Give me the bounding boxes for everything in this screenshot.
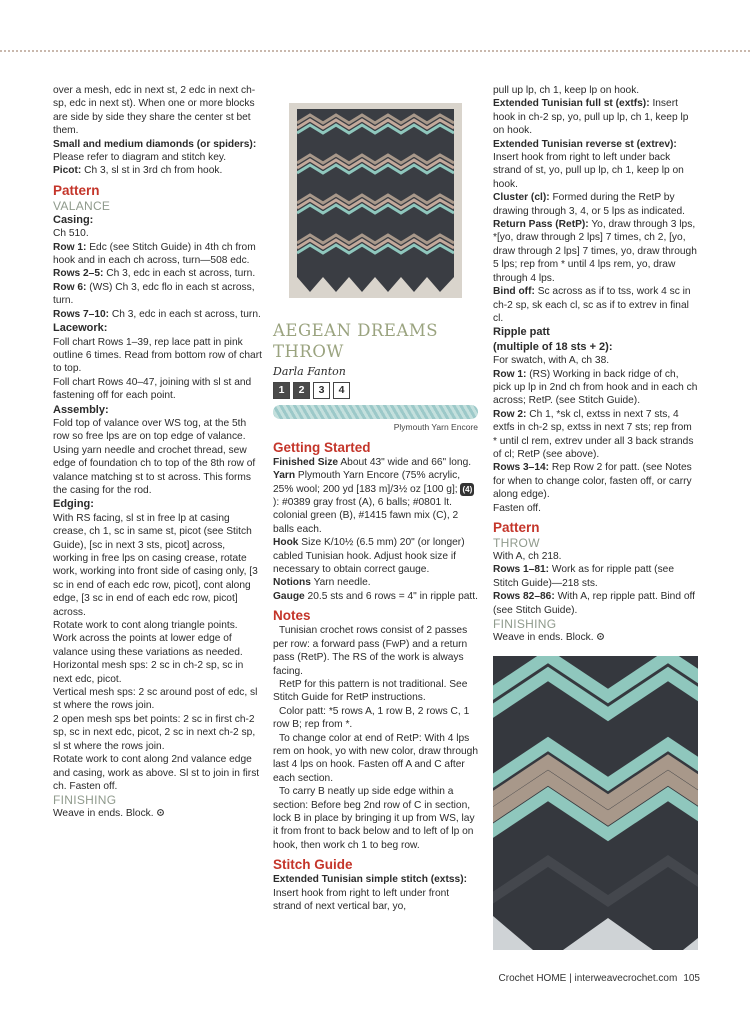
- edging-text-6: Rotate work to cont along 2nd valance edge and casing, work as above. Sl st to join in first ch. Fasten off.: [53, 754, 260, 792]
- continued-paragraph: over a mesh, edc in next st, 2 edc in next ch-sp, edc in next st). When one or more blocks are side by side they share the center st bet them.: [53, 85, 256, 137]
- row-1: Row 1: Edc (see Stitch Guide) in 4th ch from hook and in each ch across, turn—508 edc.: [53, 241, 256, 267]
- middle-column: [273, 320, 478, 913]
- notes-text-4: To change color at end of RetP: With 4 lps rem on hook, yo with new color, draw through last 4 lps on hook. Fasten off A and C after each section.: [273, 732, 478, 784]
- throw-pattern-heading: Pattern: [493, 520, 540, 535]
- yarn-swatch-image: [273, 405, 478, 419]
- footer-text: Crochet HOME | interweavecrochet.com: [498, 973, 678, 984]
- ripple-rows-3-14: Rows 3–14: Rep Row 2 for patt. (see Notes for when to change color, fasten off, or carry along edge).: [493, 462, 692, 501]
- left-column: [53, 84, 263, 821]
- assembly-text: Fold top of valance over WS tog, at the 5th row so free lps are on top edge of valance. Using yarn needle and crochet thread, sew edge of foundation ch to top of the 8th row of valance matching st to st across. This forms the casing for the rod.: [53, 417, 256, 496]
- page-number: 105: [683, 973, 700, 984]
- pattern-heading: Pattern: [53, 182, 100, 198]
- extss-continued: pull up lp, ch 1, keep lp on hook.: [493, 85, 640, 96]
- throw-rows-1-81: Rows 1–81: Work as for ripple patt (see Stitch Guide)—218 sts.: [493, 564, 675, 589]
- assembly-heading: Assembly:: [53, 403, 109, 416]
- stitch-guide-heading: Stitch Guide: [273, 857, 353, 873]
- end-mark-icon: [156, 808, 165, 817]
- right-column: [493, 84, 698, 644]
- project-title-line-2: THROW: [273, 342, 344, 361]
- finishing-heading: FINISHING: [53, 793, 117, 808]
- throw-photo: [289, 103, 462, 298]
- throw-heading: THROW: [493, 536, 540, 550]
- edging-text-3: Horizontal mesh sps: 2 sc in ch-2 sp, sc in next edc, picot.: [53, 660, 244, 685]
- throw-chain: With A, ch 218.: [493, 551, 562, 562]
- lacework-heading: Lacework:: [53, 322, 108, 335]
- edging-text-4: Vertical mesh sps: 2 sc around post of edc, sl st where the rows join.: [53, 687, 258, 712]
- edging-text-5: 2 open mesh sps bet points: 2 sc in first ch-2 sp, sc in next edc, picot, 2 sc in next ch-2 sp, sl st where the rows join.: [53, 713, 256, 752]
- throw-rows-82-86: Rows 82–86: With A, rep ripple patt. Bind off (see Stitch Guide).: [493, 591, 695, 616]
- notes-heading: Notes: [273, 608, 311, 624]
- hook-spec: Hook Size K/10½ (6.5 mm) 20" (or longer) cabled Tunisian hook. Adjust hook size if necessary to obtain correct gauge.: [273, 537, 465, 576]
- lacework-text-1: Foll chart Rows 1–39, rep lace patt in pink outline 6 times. Read from bottom row of chart to top.: [53, 336, 262, 375]
- throw-finishing-text: Weave in ends. Block.: [493, 631, 698, 644]
- bindoff-definition: Bind off: Sc across as if to tss, work 4 sc in ch-2 sp, sk each cl, sc as if to extrev in final cl.: [493, 286, 691, 324]
- closeup-photo: [493, 656, 698, 950]
- designer-name: Darla Fanton: [273, 365, 346, 378]
- ripple-multiple: (multiple of 18 sts + 2):: [493, 340, 613, 353]
- top-dotted-rule: [0, 50, 750, 52]
- skill-levels: [273, 382, 478, 399]
- yarn-spec: Yarn Plymouth Yarn Encore (75% acrylic, 25% wool; 200 yd [183 m]/3½ oz [100 g]; (4)): #0389 gray frost (A), 6 balls; #0801 lt. colonial green (B), #1415 fawn mix (C), 2 balls each.: [273, 470, 473, 535]
- skill-level-4: 4: [333, 382, 350, 399]
- rows-7-10: Rows 7–10: Ch 3, edc in each st across, turn.: [53, 308, 261, 320]
- notes-text-1: Tunisian crochet rows consist of 2 passes per row: a forward pass (FwP) and a return pass (RetP). The RS of the work is always facing.: [273, 625, 468, 677]
- throw-image: [297, 109, 454, 292]
- diamonds-entry: Small and medium diamonds (or spiders): Please refer to diagram and stitch key.: [53, 138, 257, 164]
- edging-text-2: Rotate work to cont along triangle points. Work across the points at lower edge of valance using these variations as needed.: [53, 620, 243, 658]
- getting-started-heading: Getting Started: [273, 439, 371, 455]
- row-6: Row 6: (WS) Ch 3, edc flo in each st across, turn.: [53, 281, 255, 307]
- ripple-row-1: Row 1: (RS) Working in back ridge of ch, pick up lp in 2nd ch from hook and in each ch across; RetP. (see Stitch Guide).: [493, 368, 698, 407]
- extrev-definition: Extended Tunisian reverse st (extrev): Insert hook from right to left under back strand of st, yo, pull up lp, ch 1, keep lp on hook.: [493, 138, 684, 190]
- ripple-fasten-off: Fasten off.: [493, 502, 541, 514]
- edging-text-1: With RS facing, sl st in free lp at casing crease, ch 1, sc in same st, picot (see Stitch Guide), [sc in next 3 sts, picot] across, working in free lps on casing crease, rotate work, working into front side of casing only, [3 sc in end of each edc row, picot], cont along edge, [3 sc in end of each edc row, picot] across.: [53, 512, 258, 618]
- yarn-weight-badge-icon: (4): [460, 483, 474, 496]
- finishing-text: Weave in ends. Block.: [53, 807, 263, 820]
- closeup-image: [493, 656, 698, 950]
- casing-chain: Ch 510.: [53, 228, 89, 240]
- notes-text-2: RetP for this pattern is not traditional. See Stitch Guide for RetP instructions.: [273, 678, 468, 704]
- rows-2-5: Rows 2–5: Ch 3, edc in each st across, turn.: [53, 268, 256, 280]
- ripple-row-2: Row 2: Ch 1, *sk cl, extss in next 7 sts, 4 extfs in ch-2 sp, extss in next 7 sts; rep from * until cl rem, extrev under all 3 back strands of cl; RetP (see above).: [493, 408, 694, 460]
- retp-definition: Return Pass (RetP): Yo, draw through 3 lps, *[yo, draw through 2 lps] 7 times, ch 2, [yo, draw through 2 lps] 7 times, yo, draw through 5 lps; rep from * until 4 lps rem, yo, draw through 4 lps.: [493, 219, 697, 284]
- yarn-caption: Plymouth Yarn Encore: [393, 422, 478, 433]
- extfs-definition: Extended Tunisian full st (extfs): Insert hook in ch-2 sp, yo, pull up lp, ch 1, keep lp on hook.: [493, 98, 689, 137]
- skill-level-1: 1: [273, 382, 290, 399]
- throw-finishing-heading: FINISHING: [493, 617, 557, 632]
- project-title-line-1: AEGEAN DREAMS: [273, 321, 439, 340]
- extss-definition: Extended Tunisian simple stitch (extss): Insert hook from right to left under front strand of next vertical bar, yo,: [273, 874, 467, 912]
- notions-spec: Notions Yarn needle.: [273, 577, 371, 589]
- notes-text-3: Color patt: *5 rows A, 1 row B, 2 rows C, 1 row B; rep from *.: [273, 705, 470, 731]
- cluster-definition: Cluster (cl): Formed during the RetP by drawing through 3, 4, or 5 lps as indicated.: [493, 192, 685, 217]
- skill-level-3: 3: [313, 382, 330, 399]
- skill-level-2: 2: [293, 382, 310, 399]
- page-footer: [440, 973, 700, 984]
- valance-heading: VALANCE: [53, 198, 111, 213]
- end-mark-icon: [596, 632, 605, 641]
- notes-text-5: To carry B neatly up side edge within a section: Before beg 2nd row of C in section, lock B in place by bringing it up from WS, lay it from front to back below and to left of lp on hook, then work ch 1 to beg row.: [273, 786, 475, 851]
- lacework-text-2: Foll chart Rows 40–47, joining with sl st and fastening off for each point.: [53, 376, 252, 402]
- picot-entry: Picot: Ch 3, sl st in 3rd ch from hook.: [53, 165, 223, 177]
- gauge-spec: Gauge 20.5 sts and 6 rows = 4" in ripple patt.: [273, 590, 478, 602]
- casing-heading: Casing:: [53, 213, 94, 226]
- finished-size: Finished Size About 43" wide and 66" long.: [273, 456, 472, 468]
- ripple-patt-heading: Ripple patt: [493, 326, 550, 339]
- edging-heading: Edging:: [53, 498, 94, 511]
- ripple-swatch: For swatch, with A, ch 38.: [493, 355, 610, 367]
